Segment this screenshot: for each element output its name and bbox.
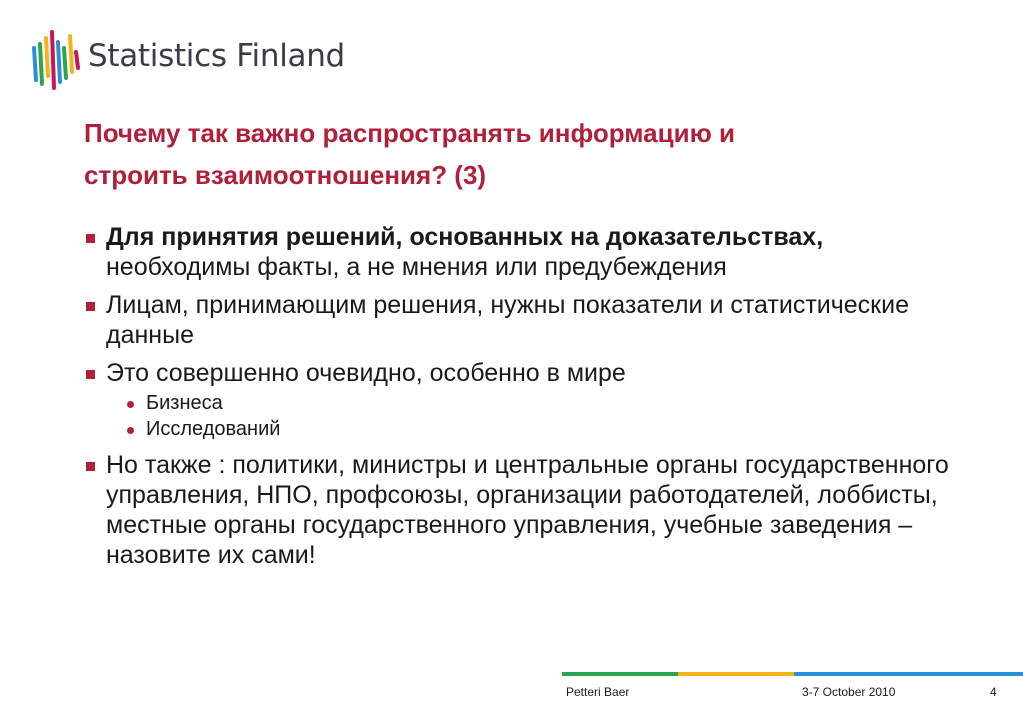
bullet-text: необходимы факты, а не мнения или предубеждения: [106, 253, 727, 281]
statistics-finland-bars-logo-icon: [30, 28, 82, 92]
footer-page-number: 4: [990, 685, 997, 699]
sub-bullet-text: Бизнеса: [146, 392, 223, 414]
bullet-list: [84, 222, 964, 578]
sub-bullet-item: [84, 416, 964, 442]
statistics-finland-logo: [30, 28, 360, 92]
slide-title: [84, 112, 964, 196]
bullet-item: [84, 222, 964, 282]
bullet-item: [84, 290, 964, 350]
square-bullet-icon: [86, 370, 95, 379]
footer-color-bar: [562, 672, 1023, 676]
slide-title-line-1: Почему так важно распространять информацию и: [84, 118, 736, 148]
footer-author: Petteri Baer: [566, 685, 630, 699]
bullet-item: [84, 358, 964, 388]
round-bullet-icon: [127, 427, 134, 434]
bullet-text: Лицам, принимающим решения, нужны показатели и статистические данные: [106, 291, 909, 349]
square-bullet-icon: [86, 302, 95, 311]
footer-date: 3-7 October 2010: [802, 685, 896, 699]
sub-bullet-item: [84, 390, 964, 416]
bullet-bold-text: Для принятия решений, основанных на доказательствах,: [106, 223, 824, 251]
sub-bullet-text: Исследований: [146, 418, 281, 440]
footer-bar-yellow: [678, 672, 794, 676]
footer-bar-green: [562, 672, 678, 676]
footer-bar-blue: [794, 672, 1023, 676]
slide-title-line-2: строить взаимоотношения? (3): [84, 160, 487, 190]
logo-text: Statistics Finland: [88, 38, 345, 74]
bullet-text: Это совершенно очевидно, особенно в мире: [106, 359, 626, 387]
square-bullet-icon: [86, 234, 95, 243]
square-bullet-icon: [86, 462, 95, 471]
bullet-item: [84, 450, 964, 570]
bullet-text: Но также : политики, министры и центральные органы государственного управления, НПО, профсоюзы, организации работодателей, лоббисты, местные органы государственного управления, учебные заведения – назовите их сами!: [106, 451, 949, 569]
round-bullet-icon: [127, 401, 134, 408]
